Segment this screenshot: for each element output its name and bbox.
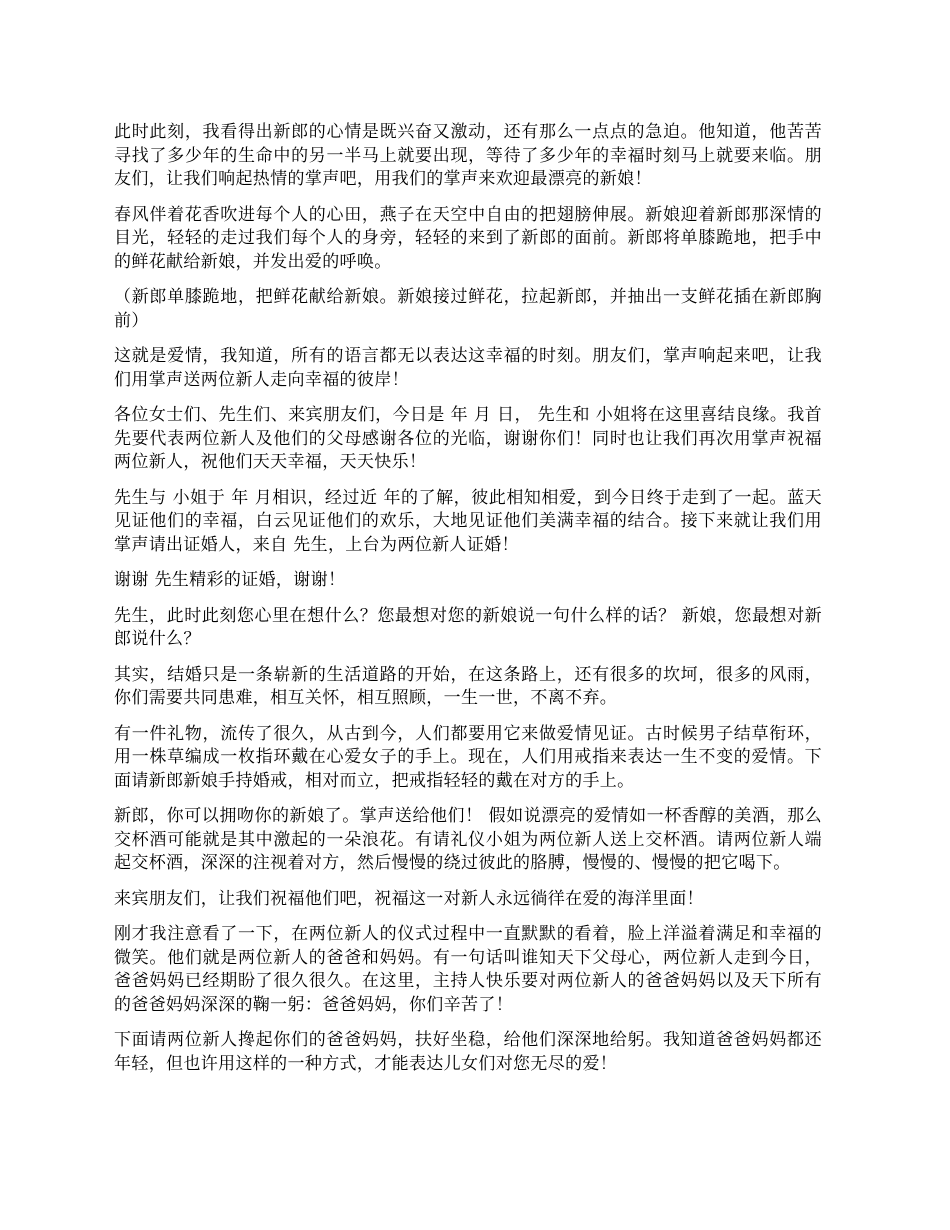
paragraph-9: 其实，结婚只是一条崭新的生活道路的开始，在这条路上，还有很多的坎坷，很多的风雨，你们需要共同患难，相互关怀，相互照顾，一生一世，不离不弃。 bbox=[114, 664, 822, 708]
paragraph-2: 春风伴着花香吹进每个人的心田，燕子在天空中自由的把翅膀伸展。新娘迎着新郎那深情的目光，轻轻的走过我们每个人的身旁，轻轻的来到了新郎的面前。新郎将单膝跪地，把手中的鲜花献给新娘，并发出爱的呼唤。 bbox=[114, 204, 822, 272]
paragraph-11: 新郎，你可以拥吻你的新娘了。掌声送给他们！ 假如说漂亮的爱情如一杯香醇的美酒，那么交杯酒可能就是其中激起的一朵浪花。有请礼仪小姐为两位新人送上交杯酒。请两位新人端起交杯酒，深深的注视着对方，然后慢慢的绕过彼此的胳膊，慢慢的、慢慢的把它喝下。 bbox=[114, 806, 822, 873]
paragraph-14: 下面请两位新人搀起你们的爸爸妈妈，扶好坐稳，给他们深深地给躬。我知道爸爸妈妈都还年轻，但也许用这样的一种方式，才能表达儿女们对您无尽的爱！ bbox=[114, 1030, 822, 1074]
paragraph-4: 这就是爱情，我知道，所有的语言都无以表达这幸福的时刻。朋友们，掌声响起来吧，让我们用掌声送两位新人走向幸福的彼岸！ bbox=[114, 346, 822, 390]
paragraph-8: 先生，此时此刻您心里在想什么？您最想对您的新娘说一句什么样的话？ 新娘，您最想对新郎说什么？ bbox=[114, 605, 822, 649]
paragraph-5: 各位女士们、先生们、来宾朋友们，今日是 年 月 日， 先生和 小姐将在这里喜结良缘。我首先要代表两位新人及他们的父母感谢各位的光临，谢谢你们！同时也让我们再次用掌声祝福两位新人，祝他们天天幸福，天天快乐！ bbox=[114, 405, 822, 472]
paragraph-12: 来宾朋友们，让我们祝福他们吧，祝福这一对新人永远徜徉在爱的海洋里面！ bbox=[114, 888, 704, 909]
paragraph-1: 此时此刻，我看得出新郎的心情是既兴奋又激动，还有那么一点点的急迫。他知道，他苦苦寻找了多少年的生命中的另一半马上就要出现，等待了多少年的幸福时刻马上就要来临。朋友们，让我们响起热情的掌声吧，用我们的掌声来欢迎最漂亮的新娘！ bbox=[114, 122, 822, 189]
paragraph-10: 有一件礼物，流传了很久，从古到今，人们都要用它来做爱情见证。古时候男子结草衔环，用一株草编成一枚指环戴在心爱女子的手上。现在，人们用戒指来表达一生不变的爱情。下面请新郎新娘手持婚戒，相对而立，把戒指轻轻的戴在对方的手上。 bbox=[114, 723, 822, 791]
paragraph-3: （新郎单膝跪地，把鲜花献给新娘。新娘接过鲜花，拉起新郎，并抽出一支鲜花插在新郎胸前） bbox=[114, 287, 822, 331]
paragraph-6: 先生与 小姐于 年 月相识，经过近 年的了解，彼此相知相爱，到今日终于走到了一起。蓝天见证他们的幸福，白云见证他们的欢乐，大地见证他们美满幸福的结合。接下来就让我们用掌声请出证婚人，来自 先生，上台为两位新人证婚！ bbox=[114, 487, 822, 555]
paragraph-7: 谢谢 先生精彩的证婚，谢谢！ bbox=[114, 570, 346, 590]
paragraph-13: 刚才我注意看了一下，在两位新人的仪式过程中一直默默的看着，脸上洋溢着满足和幸福的微笑。他们就是两位新人的爸爸和妈妈。有一句话叫谁知天下父母心，两位新人走到今日，爸爸妈妈已经期盼了很久很久。在这里，主持人快乐要对两位新人的爸爸妈妈以及天下所有的爸爸妈妈深深的鞠一躬：爸爸妈妈，你们辛苦了！ bbox=[114, 924, 822, 1015]
